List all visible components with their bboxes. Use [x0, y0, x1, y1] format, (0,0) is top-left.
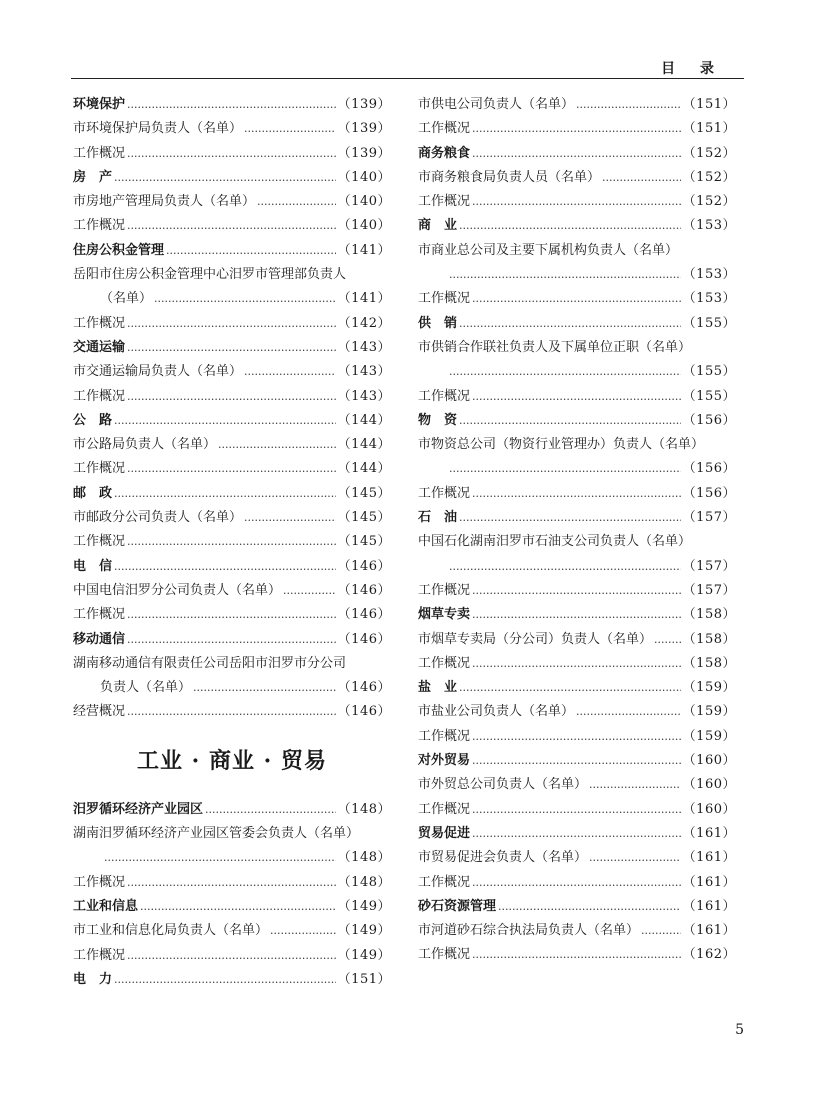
toc-leader-dots	[140, 895, 336, 919]
toc-page-ref: （152）	[682, 145, 736, 161]
toc-entry[interactable]	[418, 93, 736, 117]
toc-leader-dots	[459, 312, 681, 336]
toc-leader-dots	[449, 263, 681, 287]
toc-leader-dots	[127, 603, 336, 627]
toc-page-ref: （158）	[682, 631, 736, 647]
toc-entry-title: 工作概况	[73, 874, 126, 890]
toc-list-right	[418, 93, 736, 968]
toc-leader-dots	[459, 214, 681, 238]
toc-heading-entry[interactable]	[418, 895, 736, 919]
toc-entry[interactable]	[418, 652, 736, 676]
toc-entry-title: 负责人（名单）	[100, 680, 192, 696]
toc-leader-dots	[472, 385, 681, 409]
toc-entry-title: 工作概况	[418, 728, 471, 744]
toc-leader-dots	[472, 117, 681, 141]
toc-heading-entry[interactable]	[73, 798, 391, 822]
toc-entry-title: 对外贸易	[418, 753, 471, 769]
toc-page-ref: （155）	[682, 388, 736, 404]
toc-entry[interactable]	[73, 287, 391, 311]
toc-heading-entry[interactable]	[73, 968, 391, 992]
toc-entry-text: 市商业总公司及主要下属机构负责人（名单）	[418, 242, 679, 258]
toc-entry[interactable]	[73, 457, 391, 481]
toc-page-ref: （139）	[337, 121, 391, 137]
toc-entry[interactable]	[73, 871, 391, 895]
toc-leader-dots	[472, 725, 681, 749]
toc-page-ref: （139）	[337, 145, 391, 161]
toc-page-ref: （151）	[337, 971, 391, 987]
toc-entry[interactable]	[73, 506, 391, 530]
toc-entry-text: 市供销合作联社负责人及下属单位正职（名单）	[418, 339, 692, 355]
toc-page-ref: （158）	[682, 607, 736, 623]
toc-leader-dots	[114, 555, 336, 579]
toc-entry[interactable]	[73, 214, 391, 238]
toc-entry[interactable]	[418, 846, 736, 870]
toc-heading-entry[interactable]	[418, 822, 736, 846]
toc-page-ref: （141）	[337, 291, 391, 307]
toc-entry[interactable]	[418, 798, 736, 822]
toc-entry-text: 市物资总公司（物资行业管理办）负责人（名单）	[418, 437, 705, 453]
toc-entry[interactable]	[73, 360, 391, 384]
toc-entry-title: 工作概况	[73, 315, 126, 331]
toc-heading-entry[interactable]	[73, 482, 391, 506]
toc-leader-dots	[114, 482, 336, 506]
toc-entry-title: 工作概况	[73, 388, 126, 404]
toc-entry[interactable]	[418, 919, 736, 943]
toc-leader-dots	[218, 433, 336, 457]
toc-leader-dots	[472, 798, 681, 822]
toc-page-ref: （146）	[337, 680, 391, 696]
toc-entry-title: 环境保护	[73, 97, 126, 112]
toc-entry[interactable]	[418, 943, 736, 967]
toc-page-ref: （144）	[337, 437, 391, 453]
toc-page-ref: （143）	[337, 388, 391, 404]
toc-entry[interactable]	[418, 482, 736, 506]
toc-leader-dots	[459, 409, 681, 433]
toc-leader-dots	[127, 214, 336, 238]
toc-page-ref: （155）	[682, 315, 736, 331]
toc-page-ref: （140）	[337, 169, 391, 185]
toc-entry[interactable]	[418, 457, 736, 481]
toc-leader-dots	[576, 700, 681, 724]
toc-entry-title: 工作概况	[418, 388, 471, 404]
toc-left-column	[73, 93, 391, 992]
toc-page-ref: （153）	[682, 267, 736, 283]
toc-entry-title: 市贸易促进会负责人（名单）	[418, 850, 588, 866]
toc-leader-dots	[244, 506, 336, 530]
toc-leader-dots	[472, 749, 681, 773]
toc-leader-dots	[114, 968, 336, 992]
toc-leader-dots	[127, 457, 336, 481]
toc-entry[interactable]	[418, 700, 736, 724]
toc-entry-title: 交通运输	[73, 339, 126, 355]
toc-heading-entry[interactable]	[418, 142, 736, 166]
toc-entry[interactable]	[418, 117, 736, 141]
toc-leader-dots	[127, 93, 336, 117]
toc-list-left-bottom	[73, 798, 391, 992]
toc-entry[interactable]	[73, 944, 391, 968]
toc-page-ref: （146）	[337, 631, 391, 647]
toc-entry-title: 市工业和信息化局负责人（名单）	[73, 923, 269, 939]
toc-leader-dots	[498, 895, 681, 919]
toc-page-ref: （149）	[337, 923, 391, 939]
toc-leader-dots	[244, 117, 336, 141]
toc-page-ref: （151）	[682, 121, 736, 137]
toc-entry-title: 石 油	[418, 510, 458, 526]
toc-entry-title: （名单）	[100, 291, 153, 307]
toc-leader-dots	[127, 628, 336, 652]
toc-entry[interactable]	[418, 263, 736, 287]
toc-entry-title: 贸易促进	[418, 825, 471, 841]
toc-entry-title: 市烟草专卖局（分公司）负责人（名单）	[418, 631, 653, 647]
toc-heading-entry[interactable]	[73, 336, 391, 360]
toc-entry-title: 公 路	[73, 412, 113, 428]
toc-entry-title: 市房地产管理局负责人（名单）	[73, 194, 256, 210]
toc-leader-dots	[602, 166, 681, 190]
toc-entry-title: 市河道砂石综合执法局负责人（名单）	[418, 923, 640, 939]
toc-entry-text: 岳阳市住房公积金管理中心汨罗市管理部负责人	[73, 267, 347, 283]
toc-heading-entry[interactable]	[418, 312, 736, 336]
toc-heading-entry[interactable]	[73, 555, 391, 579]
toc-page-ref: （160）	[682, 801, 736, 817]
toc-leader-dots	[472, 142, 681, 166]
toc-entry[interactable]	[73, 117, 391, 141]
toc-heading-entry[interactable]	[418, 603, 736, 627]
toc-entry[interactable]	[73, 385, 391, 409]
toc-entry-title: 工作概况	[418, 582, 471, 598]
toc-leader-dots	[127, 385, 336, 409]
toc-page-ref: （161）	[682, 850, 736, 866]
toc-page-ref: （161）	[682, 874, 736, 890]
toc-leader-dots	[114, 166, 336, 190]
toc-page-ref: （157）	[682, 582, 736, 598]
toc-entry[interactable]	[418, 166, 736, 190]
toc-page-ref: （155）	[682, 364, 736, 380]
toc-page-ref: （143）	[337, 364, 391, 380]
toc-leader-dots	[114, 409, 336, 433]
header-divider	[71, 78, 744, 79]
toc-entry-title: 工业和信息	[73, 898, 139, 914]
toc-leader-dots	[472, 652, 681, 676]
toc-page-ref: （161）	[682, 825, 736, 841]
toc-entry-title: 工作概况	[418, 947, 471, 963]
toc-entry-title: 烟草专卖	[418, 607, 471, 623]
toc-entry[interactable]	[418, 579, 736, 603]
toc-entry[interactable]	[418, 871, 736, 895]
toc-page-ref: （140）	[337, 218, 391, 234]
toc-page-ref: （142）	[337, 315, 391, 331]
toc-entry-title: 市交通运输局负责人（名单）	[73, 364, 243, 380]
toc-leader-dots	[449, 360, 681, 384]
toc-entry[interactable]	[73, 433, 391, 457]
toc-entry[interactable]	[418, 360, 736, 384]
toc-leader-dots	[154, 287, 336, 311]
toc-leader-dots	[472, 287, 681, 311]
toc-entry[interactable]	[418, 555, 736, 579]
toc-entry-title: 住房公积金管理	[73, 242, 165, 258]
toc-page-ref: （140）	[337, 194, 391, 210]
toc-entry-title: 工作概况	[418, 874, 471, 890]
toc-entry-title: 工作概况	[73, 947, 126, 963]
toc-entry-title: 中国电信汨罗分公司负责人（名单）	[73, 582, 282, 598]
toc-entry-title: 市公路局负责人（名单）	[73, 437, 217, 453]
toc-leader-dots	[472, 482, 681, 506]
toc-entry[interactable]	[418, 190, 736, 214]
toc-entry-title: 工作概况	[73, 218, 126, 234]
toc-entry-title: 工作概况	[418, 655, 471, 671]
toc-entry[interactable]	[418, 385, 736, 409]
toc-page-ref: （149）	[337, 898, 391, 914]
toc-entry-title: 市商务粮食局负责人员（名单）	[418, 169, 601, 185]
toc-heading-entry[interactable]	[73, 239, 391, 263]
toc-leader-dots	[127, 530, 336, 554]
toc-leader-dots	[127, 336, 336, 360]
toc-page-ref: （158）	[682, 655, 736, 671]
toc-leader-dots	[589, 846, 681, 870]
toc-leader-dots	[270, 919, 336, 943]
toc-entry[interactable]	[418, 628, 736, 652]
toc-entry-title: 工作概况	[418, 485, 471, 501]
toc-entry-title: 供 销	[418, 315, 458, 331]
toc-heading-entry[interactable]	[418, 676, 736, 700]
toc-leader-dots	[257, 190, 336, 214]
toc-heading-entry[interactable]	[418, 506, 736, 530]
toc-page-ref: （146）	[337, 704, 391, 720]
toc-entry-title: 电 力	[73, 971, 113, 987]
toc-heading-entry[interactable]	[73, 93, 391, 117]
toc-entry[interactable]	[418, 725, 736, 749]
toc-entry[interactable]	[73, 676, 391, 700]
toc-page-ref: （152）	[682, 169, 736, 185]
toc-entry-text: 湖南汨罗循环经济产业园区管委会负责人（名单）	[73, 826, 360, 842]
toc-entry[interactable]	[73, 603, 391, 627]
toc-entry-title: 市供电公司负责人（名单）	[418, 97, 575, 112]
toc-page-ref: （139）	[337, 97, 391, 112]
toc-entry-title: 工作概况	[73, 461, 126, 477]
toc-leader-dots	[193, 676, 336, 700]
toc-heading-entry[interactable]	[418, 214, 736, 238]
toc-entry-title: 物 资	[418, 412, 458, 428]
toc-entry-title: 市外贸总公司负责人（名单）	[418, 777, 588, 793]
toc-heading-entry[interactable]	[418, 409, 736, 433]
toc-heading-entry[interactable]	[418, 749, 736, 773]
toc-entry-title: 工作概况	[418, 121, 471, 137]
toc-entry-title: 经营概况	[73, 704, 126, 720]
toc-leader-dots	[459, 506, 681, 530]
toc-leader-dots	[449, 457, 681, 481]
toc-leader-dots	[641, 919, 681, 943]
toc-entry[interactable]	[73, 579, 391, 603]
toc-page-ref: （145）	[337, 485, 391, 501]
toc-page-ref: （141）	[337, 242, 391, 258]
toc-entry-title: 工作概况	[418, 291, 471, 307]
toc-page-ref: （151）	[682, 97, 736, 112]
toc-entry[interactable]	[73, 530, 391, 554]
toc-entry[interactable]	[418, 773, 736, 797]
toc-leader-dots	[654, 628, 681, 652]
toc-entry[interactable]	[73, 142, 391, 166]
toc-leader-dots	[449, 555, 681, 579]
toc-entry-title: 工作概况	[418, 801, 471, 817]
toc-leader-dots	[472, 603, 681, 627]
toc-entry-title: 市邮政分公司负责人（名单）	[73, 510, 243, 526]
toc-entry-title: 汨罗循环经济产业园区	[73, 801, 204, 817]
toc-entry[interactable]	[418, 287, 736, 311]
toc-page-ref: （148）	[337, 874, 391, 890]
toc-page-ref: （145）	[337, 534, 391, 550]
toc-entry[interactable]	[73, 919, 391, 943]
toc-leader-dots	[472, 579, 681, 603]
toc-page-ref: （156）	[682, 461, 736, 477]
toc-page-ref: （157）	[682, 510, 736, 526]
toc-leader-dots	[205, 798, 336, 822]
toc-entry-text: 中国石化湖南汨罗市石油支公司负责人（名单）	[418, 534, 692, 550]
toc-list-left-top	[73, 93, 391, 725]
toc-page-ref: （148）	[337, 801, 391, 817]
toc-leader-dots	[472, 822, 681, 846]
toc-entry[interactable]	[73, 846, 391, 870]
toc-entry-title: 市环境保护局负责人（名单）	[73, 121, 243, 137]
toc-right-column	[418, 93, 736, 968]
toc-leader-dots	[127, 944, 336, 968]
toc-entry-title: 移动通信	[73, 631, 126, 647]
toc-page-ref: （160）	[682, 753, 736, 769]
toc-entry-title: 电 信	[73, 558, 113, 574]
toc-entry-title: 工作概况	[73, 145, 126, 161]
toc-heading-entry[interactable]	[73, 628, 391, 652]
toc-page-ref: （143）	[337, 339, 391, 355]
toc-heading-entry[interactable]	[73, 409, 391, 433]
toc-leader-dots	[472, 943, 681, 967]
toc-entry-title: 盐 业	[418, 680, 458, 696]
toc-leader-dots	[127, 871, 336, 895]
toc-page-ref: （144）	[337, 412, 391, 428]
toc-leader-dots	[283, 579, 336, 603]
toc-entry-title: 工作概况	[73, 607, 126, 623]
toc-page-ref: （149）	[337, 947, 391, 963]
toc-page-ref: （159）	[682, 728, 736, 744]
toc-page-ref: （159）	[682, 680, 736, 696]
toc-entry[interactable]	[73, 312, 391, 336]
toc-page-ref: （148）	[337, 850, 391, 866]
toc-entry[interactable]	[73, 190, 391, 214]
toc-page-ref: （145）	[337, 510, 391, 526]
toc-page-ref: （156）	[682, 485, 736, 501]
toc-page-ref: （146）	[337, 582, 391, 598]
toc-entry-title: 商 业	[418, 218, 458, 234]
toc-entry-title: 工作概况	[418, 194, 471, 210]
toc-page-ref: （153）	[682, 291, 736, 307]
toc-entry-title: 市盐业公司负责人（名单）	[418, 704, 575, 720]
toc-page-ref: （156）	[682, 412, 736, 428]
toc-page-ref: （152）	[682, 194, 736, 210]
toc-heading-entry[interactable]	[73, 895, 391, 919]
toc-entry-text: 湖南移动通信有限责任公司岳阳市汨罗市分公司	[73, 655, 347, 671]
section-title: 工业 · 商业 · 贸易	[137, 747, 327, 774]
toc-entry-title: 商务粮食	[418, 145, 471, 161]
toc-leader-dots	[104, 846, 336, 870]
toc-leader-dots	[576, 93, 681, 117]
toc-leader-dots	[244, 360, 336, 384]
toc-leader-dots	[166, 239, 336, 263]
toc-page-ref: （159）	[682, 704, 736, 720]
toc-leader-dots	[459, 676, 681, 700]
toc-page-ref: （161）	[682, 898, 736, 914]
toc-leader-dots	[472, 871, 681, 895]
toc-entry-title: 工作概况	[73, 534, 126, 550]
toc-page-ref: （153）	[682, 218, 736, 234]
page-number: 5	[735, 1022, 744, 1038]
toc-page-ref: （146）	[337, 607, 391, 623]
toc-entry-title: 邮 政	[73, 485, 113, 501]
toc-page-ref: （146）	[337, 558, 391, 574]
toc-entry[interactable]	[73, 700, 391, 724]
toc-page-ref: （144）	[337, 461, 391, 477]
toc-page-ref: （160）	[682, 777, 736, 793]
toc-page-ref: （161）	[682, 923, 736, 939]
toc-leader-dots	[127, 700, 336, 724]
toc-page-ref: （162）	[682, 947, 736, 963]
toc-leader-dots	[127, 312, 336, 336]
toc-heading-entry[interactable]	[73, 166, 391, 190]
toc-entry-title: 砂石资源管理	[418, 898, 497, 914]
toc-leader-dots	[127, 142, 336, 166]
toc-leader-dots	[589, 773, 681, 797]
toc-leader-dots	[472, 190, 681, 214]
toc-page-ref: （157）	[682, 558, 736, 574]
page-header-title: 目 录	[661, 61, 724, 77]
toc-entry-title: 房 产	[73, 169, 113, 185]
